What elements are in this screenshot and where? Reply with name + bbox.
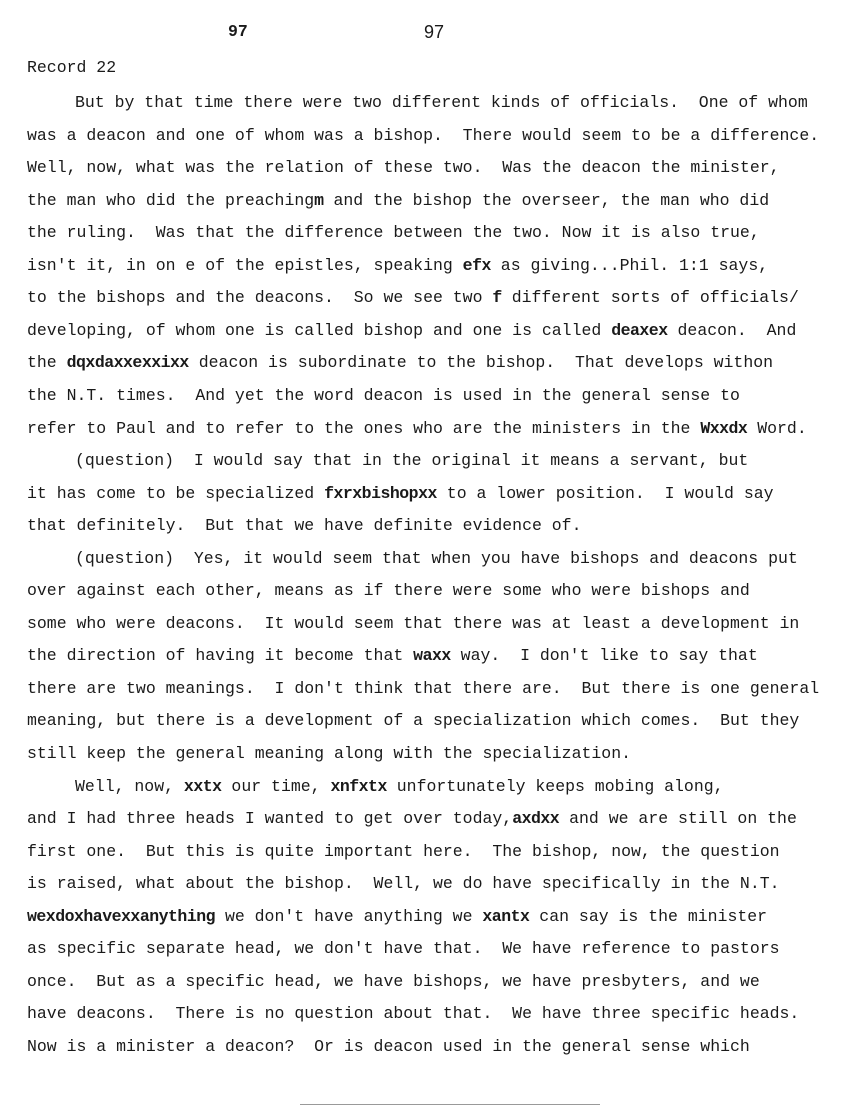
text-segment: is raised, what about the bishop. Well, we do have specifically in the N.T. bbox=[27, 874, 780, 894]
text-line bbox=[27, 256, 768, 276]
text-line bbox=[27, 191, 769, 211]
text-segment: the man who did the preaching bbox=[27, 190, 315, 210]
text-segment: was a deacon and one of whom was a bishop. There would seem to be a difference. bbox=[27, 125, 820, 145]
text-segment: refer to Paul and to refer to the ones who are the ministers in the bbox=[27, 418, 701, 438]
text-segment: the N.T. times. And yet the word deacon is used in the general sense to bbox=[27, 385, 740, 405]
text-line bbox=[75, 777, 724, 797]
struck-text: Wxxdx bbox=[700, 418, 748, 438]
text-line bbox=[27, 842, 780, 862]
text-segment: deacon is subordinate to the bishop. That develops withon bbox=[188, 353, 774, 373]
text-line bbox=[27, 419, 807, 439]
text-line bbox=[27, 321, 796, 341]
text-line bbox=[27, 353, 773, 373]
text-line bbox=[27, 288, 799, 308]
record-label: Record 22 bbox=[27, 58, 117, 77]
text-line bbox=[27, 907, 767, 927]
text-segment: Word. bbox=[747, 418, 807, 438]
text-line bbox=[27, 1037, 750, 1057]
text-line bbox=[27, 939, 780, 959]
text-segment: over against each other, means as if there were some who were bishops and bbox=[27, 581, 750, 601]
struck-text: dqxdaxxexxixx bbox=[66, 353, 189, 373]
page-number: 97 bbox=[424, 22, 445, 42]
text-line bbox=[27, 223, 760, 243]
text-segment: as specific separate head, we don't have that. We have reference to pastors bbox=[27, 939, 780, 959]
text-line bbox=[27, 809, 797, 829]
struck-text: efx bbox=[462, 255, 491, 275]
text-segment: there are two meanings. I don't think that there are. But there is one general bbox=[27, 678, 820, 698]
text-line bbox=[27, 972, 760, 992]
text-segment: Now is a minister a deacon? Or is deacon used in the general sense which bbox=[27, 1036, 750, 1056]
text-line bbox=[27, 874, 780, 894]
text-segment: as giving...Phil. 1:1 says, bbox=[490, 255, 769, 275]
text-line bbox=[27, 126, 819, 146]
struck-text: wexdoxhavexxanything bbox=[27, 906, 216, 926]
text-segment: can say is the minister bbox=[529, 906, 768, 926]
text-segment: isn't it, in on e of the epistles, speaking bbox=[27, 255, 463, 275]
text-segment: unfortunately keeps mobing along, bbox=[386, 776, 724, 796]
text-segment: and I had three heads I wanted to get over today, bbox=[27, 809, 513, 829]
text-segment: and the bishop the overseer, the man who did bbox=[323, 190, 770, 210]
struck-text: m bbox=[314, 190, 324, 210]
text-line bbox=[27, 158, 780, 178]
text-line bbox=[27, 711, 799, 731]
text-line bbox=[27, 386, 740, 406]
text-line bbox=[27, 744, 631, 764]
text-segment: and we are still on the bbox=[559, 809, 797, 829]
struck-text: axdxx bbox=[512, 809, 560, 829]
text-segment: different sorts of officials/ bbox=[501, 288, 799, 308]
text-segment: Well, now, what was the relation of these two. Was the deacon the minister, bbox=[27, 158, 780, 178]
struck-text: fxrxbishopxx bbox=[324, 483, 437, 503]
text-segment: But by that time there were two different kinds of officials. One of whom bbox=[75, 93, 808, 112]
struck-text: f bbox=[492, 288, 502, 308]
text-segment: still keep the general meaning along with the specialization. bbox=[27, 744, 631, 763]
text-line bbox=[27, 646, 758, 666]
text-line bbox=[27, 679, 819, 699]
text-segment: to the bishops and the deacons. So we see two bbox=[27, 288, 493, 308]
text-line bbox=[27, 516, 582, 536]
struck-text: xnfxtx bbox=[330, 776, 387, 796]
struck-text: xantx bbox=[482, 906, 530, 926]
text-segment: (question) I would say that in the original it means a servant, but bbox=[75, 451, 749, 471]
text-segment: deacon. And bbox=[667, 320, 797, 340]
text-segment: the bbox=[27, 353, 67, 373]
text-segment: once. But as a specific head, we have bishops, we have presbyters, and we bbox=[27, 971, 760, 991]
text-line bbox=[75, 451, 748, 471]
text-segment: that definitely. But that we have definite evidence of. bbox=[27, 516, 582, 536]
text-segment: the direction of having it become that bbox=[27, 646, 414, 666]
struck-text: xxtx bbox=[183, 776, 222, 796]
struck-text: deaxex bbox=[611, 320, 668, 340]
text-line bbox=[27, 484, 774, 504]
text-line bbox=[75, 549, 798, 569]
text-segment: our time, bbox=[221, 776, 331, 796]
text-line bbox=[27, 1004, 799, 1024]
text-segment: Well, now, bbox=[75, 776, 184, 796]
bottom-rule bbox=[300, 1104, 600, 1105]
text-segment: first one. But this is quite important here. The bishop, now, the question bbox=[27, 841, 780, 861]
text-segment: developing, of whom one is called bishop and one is called bbox=[27, 320, 612, 340]
text-segment: (question) Yes, it would seem that when you have bishops and deacons put bbox=[75, 548, 798, 568]
text-segment: it has come to be specialized bbox=[27, 483, 325, 503]
text-segment: to a lower position. I would say bbox=[436, 483, 774, 503]
text-segment: way. I don't like to say that bbox=[450, 646, 758, 666]
text-segment: have deacons. There is no question about that. We have three specific heads. bbox=[27, 1004, 800, 1024]
text-line bbox=[27, 614, 799, 634]
text-segment: some who were deacons. It would seem that there was at least a development in bbox=[27, 613, 800, 633]
text-segment: the ruling. Was that the difference between the two. Now it is also true, bbox=[27, 223, 760, 243]
text-segment: we don't have anything we bbox=[215, 906, 483, 926]
text-segment: meaning, but there is a development of a specialization which comes. But they bbox=[27, 711, 800, 731]
text-line bbox=[75, 93, 808, 113]
struck-page-number: 97 bbox=[228, 22, 248, 41]
struck-text: waxx bbox=[413, 646, 451, 666]
text-line bbox=[27, 581, 750, 601]
